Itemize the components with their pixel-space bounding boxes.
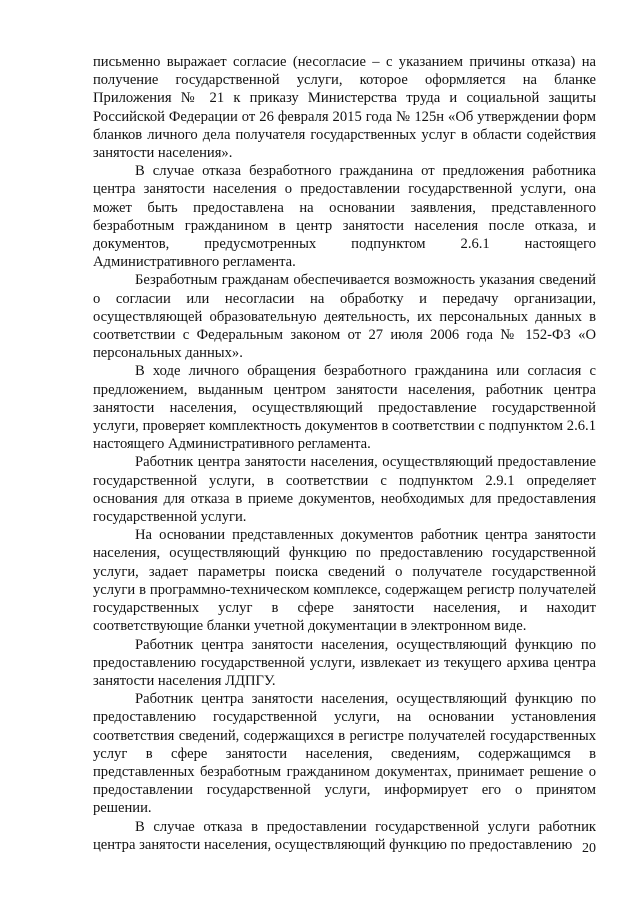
paragraph-search-parameters: На основании представленных документов работник центра занятости населения, осуществляющий функцию по предоставлению государственной услуги, задает параметры поиска сведений о получателе государственной услуги в программно-техническом комплексе, содержащем регистр получателей государственных услуг в сфере занятости населения, и находит соответствующие бланки учетной документации в электронном виде. — [93, 527, 596, 635]
paragraph-refusal-application: В случае отказа безработного гражданина от предложения работника центра занятости населения о предоставлении государственной услуги, она может быть предоставлена на основании заявления, представленного безработным гражданином в центр занятости населения после отказа, и документов, предусмотренных подпунктом 2.6.1 настоящего Административного регламента. — [93, 163, 596, 271]
paragraph-decision: Работник центра занятости населения, осуществляющий функцию по предоставлению государственной услуги, на основании установления соответствия сведений, содержащихся в регистре получателей государственных услуг в сфере занятости населения, сведениям, содержащимся в представленных безработным гражданином документах, принимает решение о предоставлении государственной услуги, информирует его о принятом решении. — [93, 691, 596, 817]
paragraph-refusal-grounds: Работник центра занятости населения, осуществляющий предоставление государственной услуги, в соответствии с подпунктом 2.9.1 определяет основания для отказа в приеме документов, необходимых для предоставления государственной услуги. — [93, 454, 596, 526]
paragraph-refusal-service: В случае отказа в предоставлении государственной услуги работник центра занятости населения, осуществляющий функцию по предоставлению — [93, 818, 596, 853]
paragraph-archive-retrieval: Работник центра занятости населения, осуществляющий функцию по предоставлению государственной услуги, извлекает из текущего архива центра занятости населения ЛДПГУ. — [93, 636, 596, 689]
paragraph-personal-data: Безработным гражданам обеспечивается возможность указания сведений о согласии или несогласии на обработку и передачу организации, осуществляющей образовательную деятельность, их персональных данных в соответствии с Федеральным законом от 27 июля 2006 года № 152-ФЗ «О персональных данных». — [93, 272, 596, 362]
paragraph-consent-continuation: письменно выражает согласие (несогласие – с указанием причины отказа) на получение государственной услуги, которое оформляется на бланке Приложения № 21 к приказу Министерства труда и социальной защиты Российской Федерации от 26 февраля 2015 года № 125н «Об утверждении форм бланков личного дела получателя государственных услуг в области содействия занятости населения». — [93, 54, 596, 162]
page-number: 20 — [582, 841, 596, 856]
paragraph-personal-visit: В ходе личного обращения безработного гражданина или согласия с предложением, выданным центром занятости населения, работник центра занятости населения, осуществляющий предоставление государственной услуги, проверяет комплектность документов в соответствии с подпунктом 2.6.1 настоящего Административного регламента. — [93, 363, 596, 453]
